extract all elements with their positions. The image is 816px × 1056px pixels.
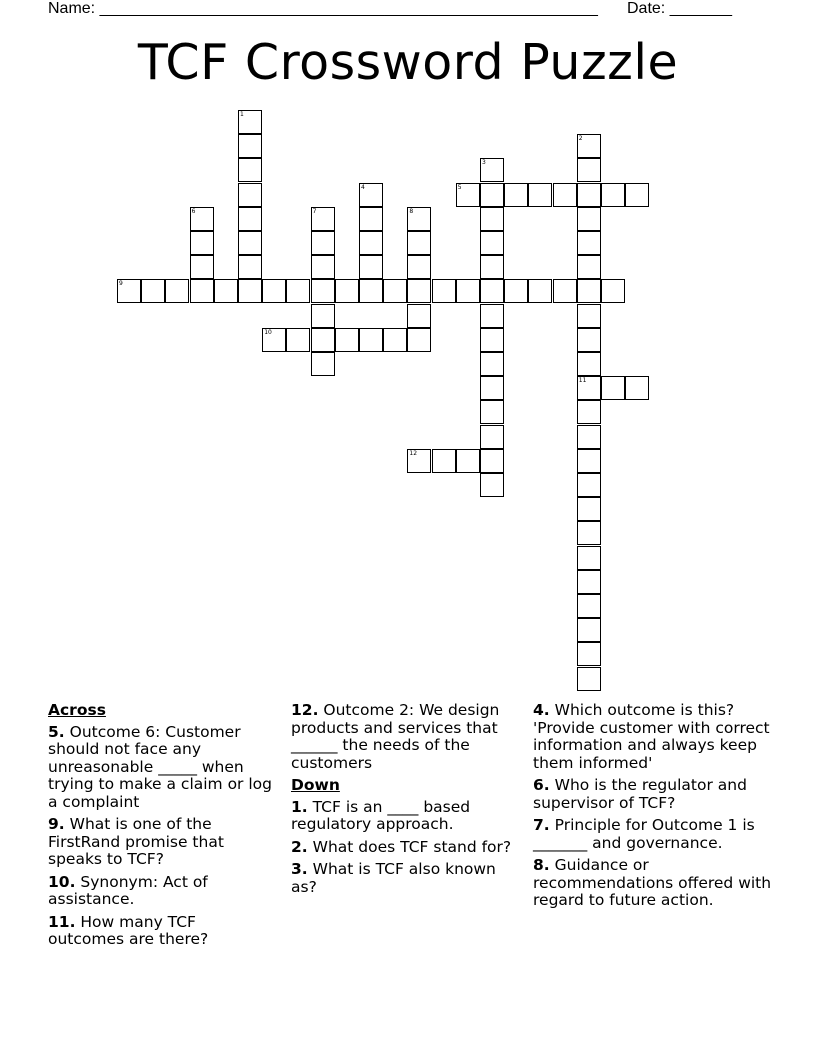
grid-cell[interactable] bbox=[577, 473, 601, 497]
down-heading: Down bbox=[291, 776, 340, 794]
grid-cell[interactable] bbox=[480, 207, 504, 231]
grid-cell[interactable] bbox=[238, 134, 262, 158]
clue-down-7: 7. Principle for Outcome 1 is _______ and governance. bbox=[533, 816, 755, 852]
grid-cell[interactable] bbox=[577, 255, 601, 279]
grid-cell[interactable] bbox=[238, 279, 262, 303]
grid-cell[interactable] bbox=[238, 231, 262, 255]
grid-cell[interactable] bbox=[577, 497, 601, 521]
grid-cell[interactable] bbox=[407, 255, 431, 279]
grid-cell[interactable] bbox=[238, 158, 262, 182]
grid-cell[interactable] bbox=[456, 449, 480, 473]
grid-cell[interactable] bbox=[577, 352, 601, 376]
clue-column-2 bbox=[291, 702, 519, 901]
clue-number-label: 5 bbox=[457, 183, 462, 191]
clue-number-label: 11 bbox=[578, 377, 587, 385]
grid-cell[interactable] bbox=[577, 328, 601, 352]
grid-cell[interactable] bbox=[286, 328, 310, 352]
grid-cell[interactable] bbox=[383, 328, 407, 352]
grid-cell[interactable] bbox=[141, 279, 165, 303]
grid-cell[interactable] bbox=[577, 521, 601, 545]
grid-cell[interactable] bbox=[190, 231, 214, 255]
grid-cell[interactable] bbox=[190, 255, 214, 279]
grid-cell[interactable] bbox=[577, 304, 601, 328]
grid-cell[interactable] bbox=[528, 279, 552, 303]
clue-number-label: 6 bbox=[191, 207, 196, 215]
clue-column-3 bbox=[533, 702, 773, 915]
clue-number-label: 3 bbox=[482, 159, 486, 167]
clue-across-11: 11. How many TCF outcomes are there? bbox=[48, 912, 209, 948]
grid-cell[interactable] bbox=[311, 328, 335, 352]
grid-cell[interactable] bbox=[407, 328, 431, 352]
grid-cell[interactable] bbox=[190, 279, 214, 303]
grid-cell[interactable] bbox=[528, 183, 552, 207]
grid-cell[interactable] bbox=[601, 376, 625, 400]
grid-cell[interactable] bbox=[577, 279, 601, 303]
clue-down-3: 3. What is TCF also known as? bbox=[291, 860, 496, 896]
grid-cell[interactable] bbox=[577, 667, 601, 691]
grid-cell[interactable] bbox=[238, 255, 262, 279]
across-heading: Across bbox=[48, 701, 106, 719]
clue-down-8: 8. Guidance or recommendations offered with regard to future action. bbox=[533, 856, 772, 909]
grid-cell[interactable] bbox=[238, 183, 262, 207]
clue-down-2: 2. What does TCF stand for? bbox=[291, 837, 512, 856]
clue-number-label: 10 bbox=[264, 328, 272, 336]
grid-cell[interactable] bbox=[480, 376, 504, 400]
clue-across-5: 5. Outcome 6: Customer should not face any unreasonable _____ when trying to make a claim or log a complaint bbox=[48, 722, 272, 811]
grid-cell[interactable] bbox=[359, 328, 383, 352]
grid-cell[interactable] bbox=[311, 304, 335, 328]
grid-cell[interactable] bbox=[577, 400, 601, 424]
grid-cell[interactable] bbox=[553, 279, 577, 303]
grid-cell[interactable] bbox=[577, 158, 601, 182]
clue-across-12: 12. Outcome 2: We design products and services that ______ the needs of the customers bbox=[291, 701, 500, 772]
clue-number-label: 7 bbox=[312, 207, 317, 215]
grid-cell[interactable] bbox=[480, 425, 504, 449]
grid-cell[interactable] bbox=[335, 279, 359, 303]
grid-cell[interactable] bbox=[311, 352, 335, 376]
grid-cell[interactable] bbox=[577, 425, 601, 449]
clue-down-4: 4. Which outcome is this? 'Provide customer with correct information and always keep them informed' bbox=[533, 701, 770, 772]
grid-cell[interactable] bbox=[407, 231, 431, 255]
grid-cell[interactable] bbox=[577, 207, 601, 231]
grid-cell[interactable] bbox=[577, 618, 601, 642]
grid-cell[interactable] bbox=[480, 473, 504, 497]
grid-cell[interactable] bbox=[359, 255, 383, 279]
clue-number-label: 9 bbox=[119, 280, 123, 288]
grid-cell[interactable] bbox=[553, 183, 577, 207]
grid-cell[interactable] bbox=[577, 449, 601, 473]
grid-cell[interactable] bbox=[335, 328, 359, 352]
grid-cell[interactable] bbox=[577, 570, 601, 594]
grid-cell[interactable] bbox=[480, 400, 504, 424]
clue-number-label: 8 bbox=[409, 207, 414, 215]
grid-cell[interactable] bbox=[480, 231, 504, 255]
grid-cell[interactable] bbox=[625, 376, 649, 400]
grid-cell[interactable] bbox=[577, 183, 601, 207]
clue-number-label: 2 bbox=[578, 135, 583, 143]
clue-number-label: 4 bbox=[361, 183, 365, 191]
grid-cell[interactable] bbox=[286, 279, 310, 303]
grid-cell[interactable] bbox=[311, 231, 335, 255]
grid-cell[interactable] bbox=[359, 207, 383, 231]
grid-cell[interactable] bbox=[432, 279, 456, 303]
grid-cell[interactable] bbox=[456, 279, 480, 303]
grid-cell[interactable] bbox=[504, 279, 528, 303]
grid-cell[interactable] bbox=[432, 449, 456, 473]
clue-down-6: 6. Who is the regulator and supervisor of TCF? bbox=[533, 776, 747, 812]
grid-cell[interactable] bbox=[165, 279, 189, 303]
grid-cell[interactable] bbox=[238, 207, 262, 231]
clue-column-1 bbox=[48, 702, 276, 954]
grid-cell[interactable] bbox=[311, 279, 335, 303]
clue-down-1: 1. TCF is an ____ based regulatory approach. bbox=[291, 797, 471, 833]
grid-cell[interactable] bbox=[601, 279, 625, 303]
grid-cell[interactable] bbox=[359, 279, 383, 303]
grid-cell[interactable] bbox=[480, 304, 504, 328]
clue-number-label: 1 bbox=[240, 111, 244, 118]
clue-across-10: 10. Synonym: Act of assistance. bbox=[48, 872, 208, 908]
grid-cell[interactable] bbox=[480, 328, 504, 352]
grid-cell[interactable] bbox=[577, 546, 601, 570]
clue-number-label: 12 bbox=[409, 449, 418, 457]
grid-cell[interactable] bbox=[311, 255, 335, 279]
grid-cell[interactable] bbox=[601, 183, 625, 207]
grid-cell[interactable] bbox=[625, 183, 649, 207]
grid-cell[interactable] bbox=[214, 279, 238, 303]
grid-cell[interactable] bbox=[480, 255, 504, 279]
grid-cell[interactable] bbox=[407, 279, 431, 303]
grid-cell[interactable] bbox=[359, 231, 383, 255]
grid-cell[interactable] bbox=[407, 304, 431, 328]
name-label: Name: ________________________________________________________ bbox=[48, 0, 598, 17]
grid-cell[interactable] bbox=[504, 183, 528, 207]
grid-cell[interactable] bbox=[577, 642, 601, 666]
grid-cell[interactable] bbox=[480, 449, 504, 473]
grid-cell[interactable] bbox=[480, 279, 504, 303]
grid-cell[interactable] bbox=[262, 279, 286, 303]
grid-cell[interactable] bbox=[480, 183, 504, 207]
grid-cell[interactable] bbox=[480, 352, 504, 376]
grid-cell[interactable] bbox=[577, 231, 601, 255]
grid-cell[interactable] bbox=[577, 594, 601, 618]
page-title: TCF Crossword Puzzle bbox=[137, 34, 679, 91]
date-label: Date: _______ bbox=[627, 0, 732, 17]
clue-across-9: 9. What is one of the FirstRand promise that speaks to TCF? bbox=[48, 815, 224, 868]
grid-cell[interactable] bbox=[383, 279, 407, 303]
